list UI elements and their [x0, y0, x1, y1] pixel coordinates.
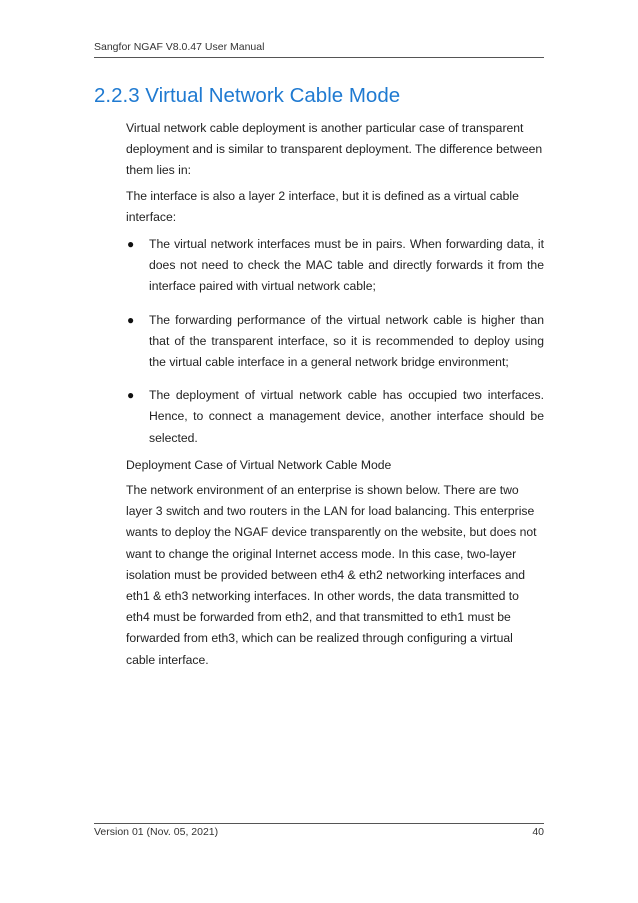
running-header: Sangfor NGAF V8.0.47 User Manual [94, 41, 265, 53]
list-item-text: The forwarding performance of the virtual network cable is higher than that of the transparent interface, so it is recommended to deploy using the virtual cable interface in a general network bridge environment; [149, 312, 544, 370]
deployment-case-title: Deployment Case of Virtual Network Cable Mode [126, 457, 392, 472]
interface-note-paragraph: The interface is also a layer 2 interface, but it is defined as a virtual cable interface: [126, 188, 519, 224]
list-item-text: The virtual network interfaces must be in pairs. When forwarding data, it does not need to check the MAC table and directly forwards it from the interface paired with virtual network cable; [149, 237, 544, 294]
header-divider [94, 57, 544, 58]
page-number: 40 [532, 826, 544, 838]
bullet-icon: ● [127, 388, 135, 403]
deployment-case-paragraph: The network environment of an enterprise is shown below. There are two layer 3 switch and two routers in the LAN for load balancing. This enterprise wants to deploy the NGAF device transparently on the website, but does not want to change the original Internet access mode. In this case, two-layer isolation must be provided between eth4 & eth2 networking interfaces and eth1 & eth3 networking interfaces. In other words, the data transmitted to eth4 must be forwarded from eth2, and that transmitted to eth1 must be forwarded from eth3, which can be realized through configuring a virtual cable interface. [126, 483, 537, 667]
intro-paragraph: Virtual network cable deployment is another particular case of transparent deployment and is similar to transparent deployment. The difference between them lies in: [126, 121, 543, 178]
section-title: 2.2.3 Virtual Network Cable Mode [94, 84, 401, 107]
bullet-icon: ● [127, 237, 135, 252]
list-item [126, 234, 544, 298]
section-body [126, 118, 544, 675]
version-label: Version 01 (Nov. 05, 2021) [94, 826, 219, 838]
footer-divider [94, 823, 544, 824]
list-item-text: The deployment of virtual network cable has occupied two interfaces. Hence, to connect a management device, another interface should be selected. [149, 388, 544, 445]
list-item [126, 310, 544, 374]
bullet-icon: ● [127, 312, 135, 327]
list-item [126, 385, 544, 449]
difference-list [126, 234, 544, 449]
